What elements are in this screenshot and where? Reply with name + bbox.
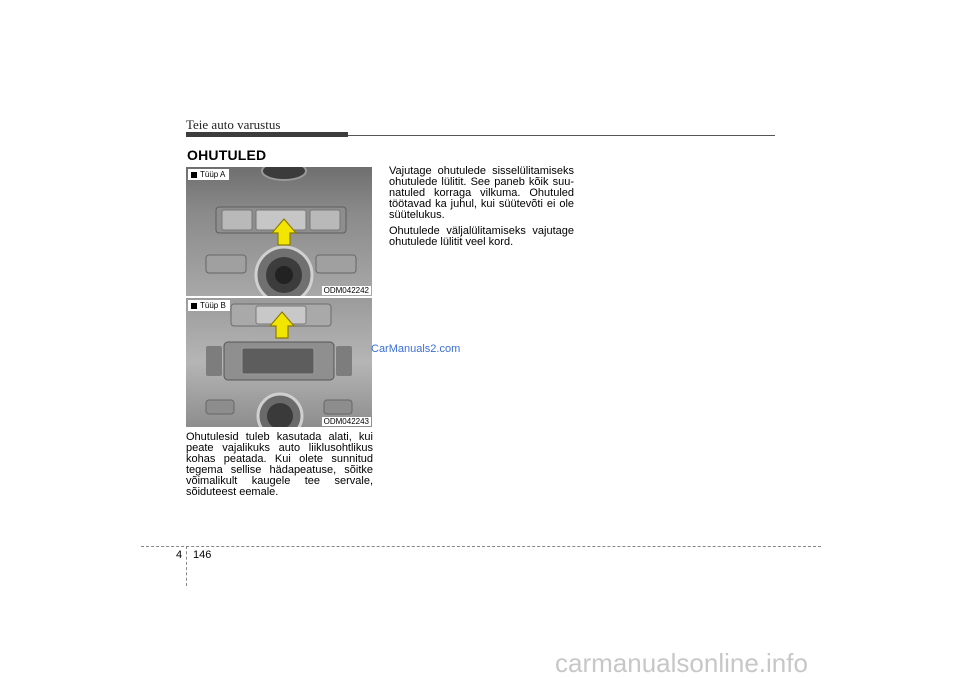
page-number: 146 xyxy=(193,549,212,561)
hazard-switch-photo-type-a xyxy=(186,167,372,296)
header-rule xyxy=(348,135,775,136)
watermark-link[interactable]: CarManuals2.com xyxy=(371,343,461,355)
type-a-label-text: Tüüp A xyxy=(200,170,226,179)
site-watermark: carmanualsonline.info xyxy=(555,648,808,678)
header-bar xyxy=(186,132,348,137)
right-paragraph-2: Ohutulede väljalülitamiseks vajutage ohutulede lülitit veel kord. xyxy=(389,225,574,248)
bullet-square-icon xyxy=(191,172,197,178)
type-a-label xyxy=(188,169,229,180)
right-column xyxy=(389,166,574,253)
dashboard-illustration-b xyxy=(186,298,372,427)
image-code-a: ODM042242 xyxy=(323,286,369,295)
footer-divider xyxy=(186,546,187,586)
section-title: OHUTULED xyxy=(187,147,267,163)
chapter-number: 4 xyxy=(176,549,183,561)
type-b-label xyxy=(188,300,230,311)
header-title: Teie auto varustus xyxy=(186,117,281,132)
type-b-label-text: Tüüp B xyxy=(200,301,226,310)
bullet-square-icon xyxy=(191,303,197,309)
footer-rule xyxy=(141,546,821,547)
image-code-b: ODM042243 xyxy=(323,417,369,426)
right-paragraph-1: Vajutage ohutulede sisselülitamiseks ohutulede lülitit. See paneb kõik suu-natuled korraga vilkuma. Ohutuled töötavad ka juhul, kui süütevõti ei ole süütelukus. xyxy=(389,165,574,221)
hazard-switch-photo-type-b xyxy=(186,298,372,427)
dashboard-illustration-a xyxy=(186,167,372,296)
left-paragraph: Ohutulesid tuleb kasutada alati, kui peate vajalikuks auto liiklusohtlikus kohas peatada. Kui olete sunnitud tegema sellise hädapeatuse, sõitke võimalikult kaugele tee servale, sõiduteest eemale. xyxy=(186,431,373,498)
